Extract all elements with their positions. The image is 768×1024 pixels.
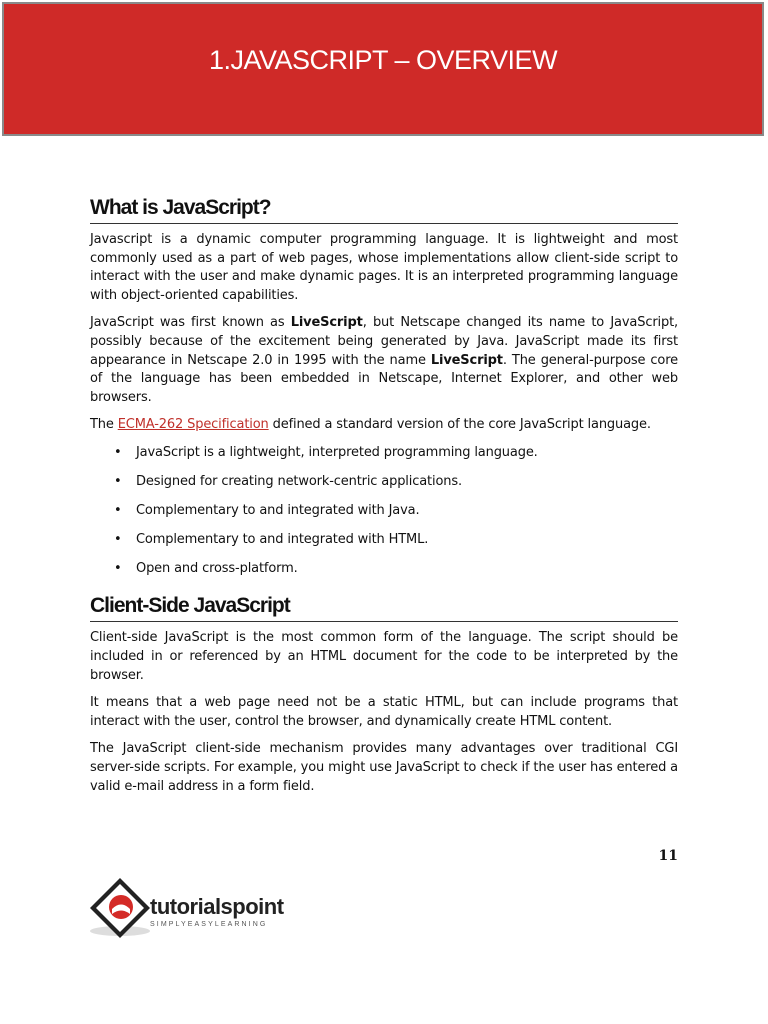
text-run: . The general-purpose core of the language has been embedded in Netscape, Internet Explorer, and other web browsers. <box>90 352 678 405</box>
page-content <box>90 196 678 805</box>
text-run: The <box>90 417 118 433</box>
section-heading-client-side: Client-Side JavaScript <box>90 594 678 622</box>
list-item <box>114 444 678 463</box>
list-item-text: Open and cross-platform. <box>136 560 298 576</box>
list-item-text: JavaScript is a lightweight, interpreted programming language. <box>136 444 538 460</box>
client-side-section <box>90 594 678 796</box>
bold-term: LiveScript <box>290 315 363 331</box>
logo-tagline: SIMPLYEASYLEARNING <box>150 921 268 928</box>
paragraph: Client-side JavaScript is the most common form of the language. The script should be included in or referenced by an HTML document for the code to be interpreted by the browser. <box>90 630 678 683</box>
bullet-icon: • <box>114 531 122 547</box>
paragraph <box>90 314 678 407</box>
list-item <box>114 473 678 492</box>
list-item-text: Complementary to and integrated with HTML. <box>136 531 429 547</box>
bullet-icon: • <box>114 560 122 576</box>
bullet-icon: • <box>114 502 122 518</box>
list-item-text: Complementary to and integrated with Java. <box>136 502 420 518</box>
bullet-icon: • <box>114 444 122 460</box>
paragraph: The JavaScript client-side mechanism provides many advantages over traditional CGI server-side scripts. For example, you might use JavaScript to check if the user has entered a valid e-mail address in a form field. <box>90 741 678 794</box>
section-heading-what-is-javascript: What is JavaScript? <box>90 196 678 224</box>
list-item <box>114 531 678 550</box>
text-run: JavaScript was first known as <box>90 315 291 331</box>
page-number: 11 <box>658 848 678 864</box>
bullet-icon: • <box>114 473 122 489</box>
text-run: , but Netscape changed its name to JavaScript, possibly because of the excitement being generated by Java. JavaScript made its first appearance in Netscape 2.0 in 1995 with the name <box>90 315 679 368</box>
chapter-title: 1.JAVASCRIPT – OVERVIEW <box>208 44 558 75</box>
ecma-spec-link[interactable]: ECMA-262 Specification <box>117 417 269 433</box>
feature-list <box>90 444 678 579</box>
list-item <box>114 560 678 579</box>
logo-wordmark: tutorialspoint <box>150 894 284 919</box>
list-item <box>114 502 678 521</box>
paragraph: Javascript is a dynamic computer programming language. It is lightweight and most commonly used as a part of web pages, whose implementations allow client-side script to interact with the user and make dynamic pages. It is an interpreted programming language with object-oriented capabilities. <box>90 232 678 303</box>
text-run: defined a standard version of the core JavaScript language. <box>268 417 651 433</box>
tutorialspoint-logo <box>88 876 288 940</box>
bold-term: LiveScript <box>430 352 503 368</box>
list-item-text: Designed for creating network-centric applications. <box>136 473 462 489</box>
paragraph <box>90 416 678 435</box>
chapter-banner <box>2 2 764 136</box>
paragraph: It means that a web page need not be a static HTML, but can include programs that interact with the user, control the browser, and dynamically create HTML content. <box>90 695 678 729</box>
